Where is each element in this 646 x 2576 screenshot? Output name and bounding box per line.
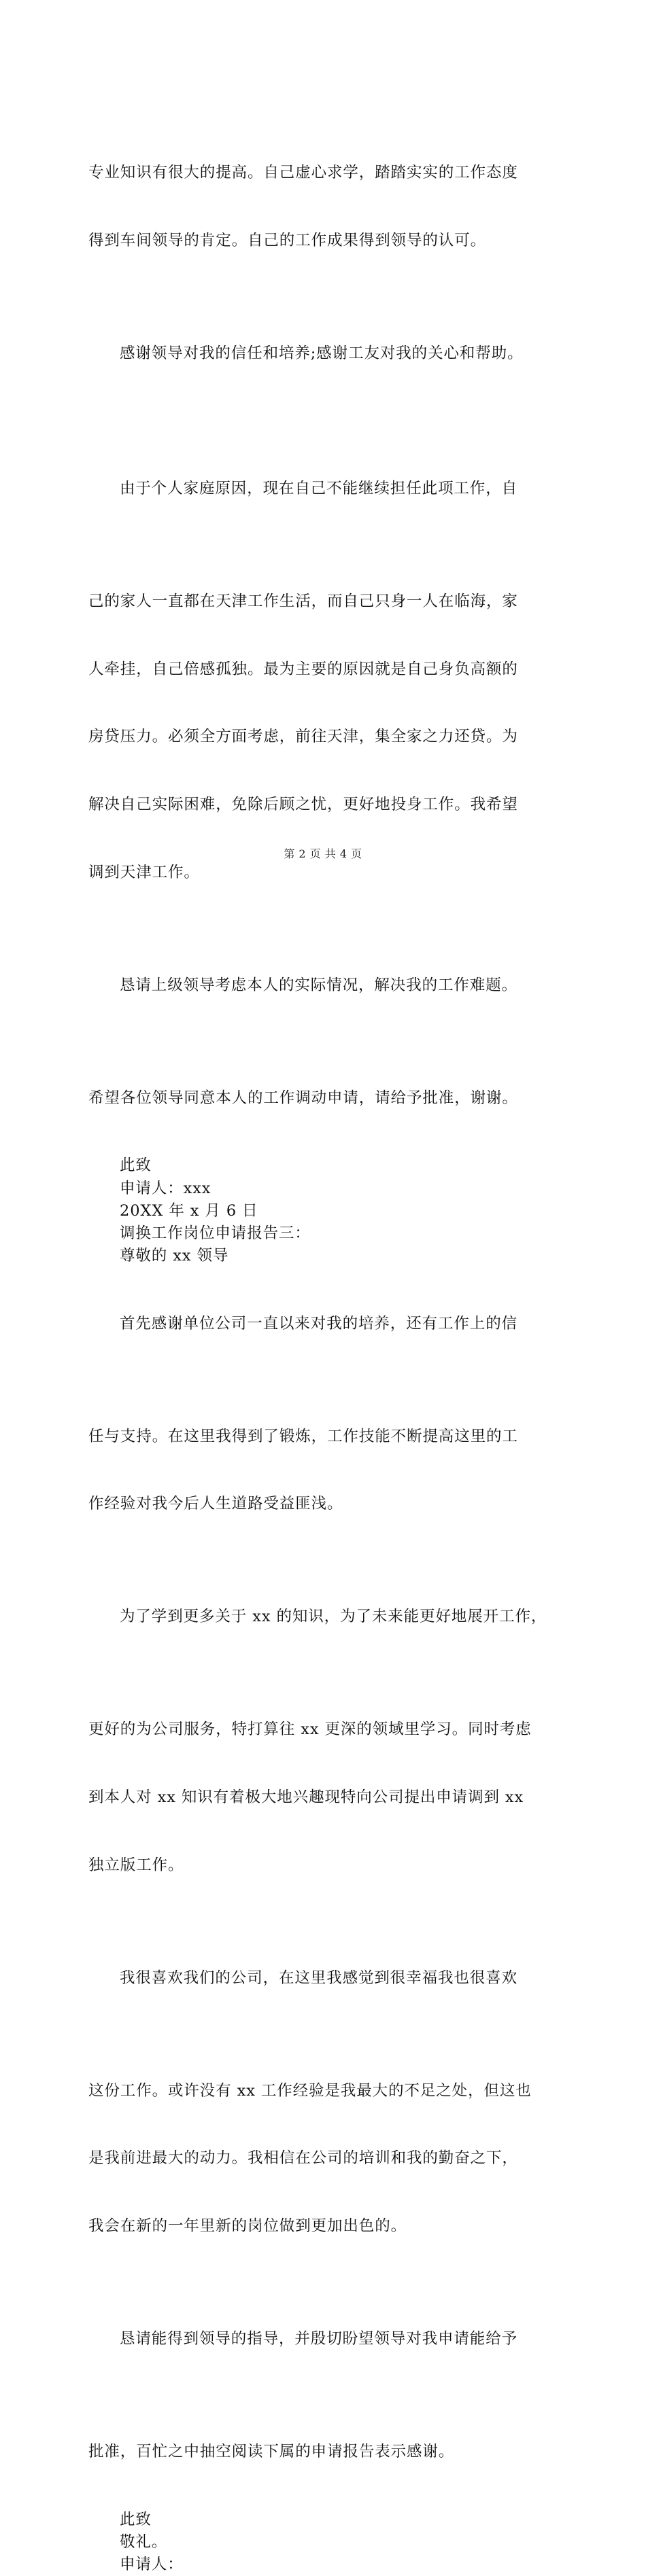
paragraph bbox=[88, 298, 564, 410]
text-line: 为了学到更多关于 xx 的知识，为了未来能更好地展开工作， bbox=[120, 1608, 547, 1626]
text-line: 恳请能得到领导的指导，并殷切盼望领导对我申请能给予 bbox=[120, 2329, 518, 2348]
date-line: 20XX 年 x 月 6 日 bbox=[120, 1201, 258, 1220]
text-line: 首先感谢单位公司一直以来对我的培养，还有工作上的信 bbox=[120, 1314, 518, 1333]
paragraph-continuation bbox=[88, 1042, 564, 1154]
paragraph-continuation bbox=[88, 1674, 564, 1922]
text-line: 房贷压力。必须全方面考虑，前往天津，集全家之力还贷。为 bbox=[88, 728, 518, 746]
text-line: 人牵挂，自己倍感孤独。最为主要的原因就是自己身负高额的 bbox=[88, 660, 518, 678]
paragraph-continuation bbox=[88, 2396, 564, 2509]
text-line: 任与支持。在这里我得到了锻炼，工作技能不断提高这里的工 bbox=[88, 1427, 518, 1445]
text-line: 己的家人一直都在天津工作生活，而自己只身一人在临海，家 bbox=[88, 593, 518, 611]
text-line: 独立版工作。 bbox=[88, 1856, 184, 1874]
document-body bbox=[88, 117, 564, 2576]
text-line: 解决自己实际困难，免除后顾之忧，更好地投身工作。我希望 bbox=[88, 796, 518, 814]
text-line: 我很喜欢我们的公司，在这里我感觉到很幸福我也很喜欢 bbox=[120, 1969, 518, 1987]
text-line: 我会在新的一年里新的岗位做到更加出色的。 bbox=[88, 2217, 407, 2235]
paragraph-continuation bbox=[88, 2034, 564, 2282]
paragraph-continuation bbox=[88, 546, 564, 929]
text-line: 到本人对 xx 知识有着极大地兴趣现特向公司提出申请调到 xx bbox=[88, 1788, 524, 1807]
paragraph bbox=[88, 433, 564, 546]
section-title: 调换工作岗位申请报告三： bbox=[120, 1224, 311, 1242]
text-line: 希望各位领导同意本人的工作调动申请，请给予批准，谢谢。 bbox=[88, 1089, 518, 1107]
paragraph bbox=[88, 117, 564, 298]
page-number-footer: 第 2 页 共 4 页 bbox=[284, 847, 362, 860]
paragraph bbox=[88, 2282, 564, 2395]
text-line: 恳请上级领导考虑本人的实际情况，解决我的工作难题。 bbox=[120, 976, 518, 994]
text-line: 专业知识有很大的提高。自己虚心求学，踏踏实实的工作态度 bbox=[88, 164, 518, 182]
text-line: 由于个人家庭原因，现在自己不能继续担任此项工作，自 bbox=[120, 480, 518, 498]
applicant-line: 申请人： bbox=[120, 2555, 184, 2573]
text-line: 调到天津工作。 bbox=[88, 863, 200, 881]
text-line: 是我前进最大的动力。我相信在公司的培训和我的勤奋之下， bbox=[88, 2149, 518, 2168]
paragraph bbox=[88, 929, 564, 1042]
text-line: 得到车间领导的肯定。自己的工作成果得到领导的认可。 bbox=[88, 232, 487, 250]
closing-regards: 敬礼。 bbox=[120, 2533, 168, 2551]
text-line: 作经验对我今后人生道路受益匪浅。 bbox=[88, 1495, 343, 1513]
text-line: 更好的为公司服务，特打算往 xx 更深的领域里学习。同时考虑 bbox=[88, 1721, 532, 1739]
paragraph bbox=[88, 1267, 564, 1380]
text-line: 这份工作。或许没有 xx 工作经验是我最大的不足之处，但这也 bbox=[88, 2081, 532, 2100]
paragraph bbox=[88, 1561, 564, 1674]
paragraph-continuation bbox=[88, 1380, 564, 1561]
greeting-line: 尊敬的 xx 领导 bbox=[120, 1247, 229, 1265]
text-line: 批准，百忙之中抽空阅读下属的申请报告表示感谢。 bbox=[88, 2442, 455, 2460]
paragraph bbox=[88, 1922, 564, 2034]
applicant-line: 申请人：xxx bbox=[120, 1179, 211, 1197]
text-line: 感谢领导对我的信任和培养;感谢工友对我的关心和帮助。 bbox=[120, 345, 524, 363]
closing-salutation: 此致 bbox=[120, 2510, 152, 2528]
closing-salutation: 此致 bbox=[120, 1157, 152, 1175]
blank-line bbox=[88, 410, 564, 433]
